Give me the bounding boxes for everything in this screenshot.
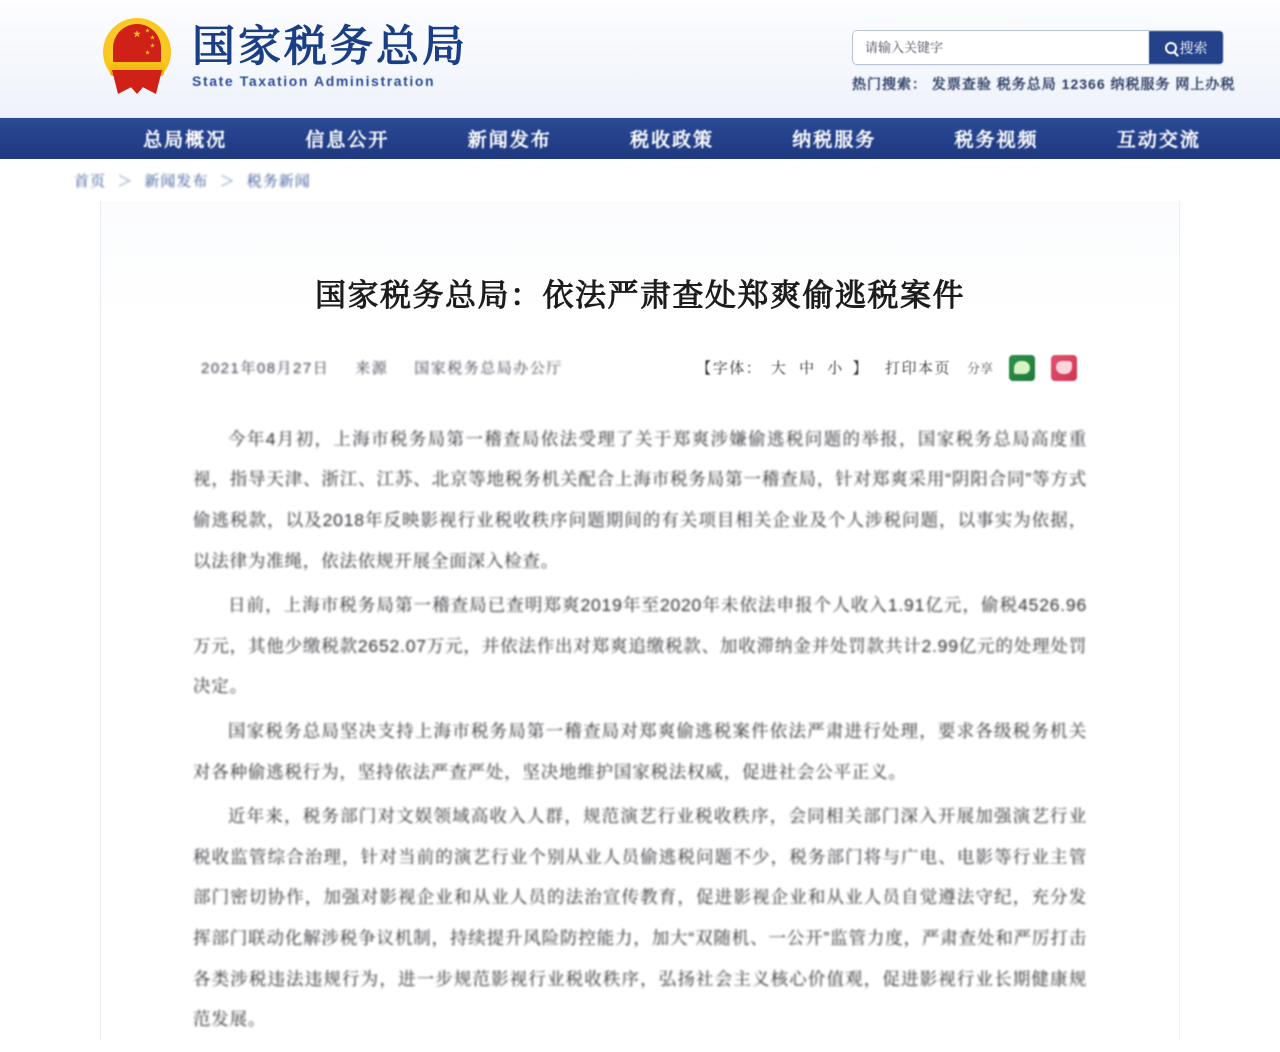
national-emblem-icon — [100, 14, 174, 96]
main-navigation — [0, 118, 1280, 159]
article-paragraph-3: 国家税务总局坚决支持上海市税务局第一稽查局对郑爽偷逃税案件依法严肃进行处理，要求各级税务机关对各种偷逃税行为，坚持依法严查严处，坚决地维护国家税法权威，促进社会公平正义。 — [193, 721, 1087, 782]
page-title: 国家税务总局：依法严肃查处郑爽偷逃税案件 — [315, 278, 965, 313]
breadcrumb-home[interactable]: 首页 — [74, 172, 107, 190]
article-paragraph-1: 今年4月初，上海市税务局第一稽查局依法受理了关于郑爽涉嫌偷逃税问题的举报，国家税务总局高度重视，指导天津、浙江、江苏、北京等地税务机关配合上海市税务局第一稽查局，针对郑爽采用“阴阳合同”等方式偷逃税款，以及2018年反映影视行业税收秩序问题期间的有关项目相关企业及个人涉税问题，以事实为依据，以法律为准绳，依法依规开展全面深入检查。 — [193, 428, 1087, 571]
font-size-control — [696, 357, 869, 378]
print-page-button[interactable]: 打印本页 — [884, 360, 951, 378]
search-zone — [852, 30, 1236, 94]
font-size-small[interactable]: 小 — [827, 360, 844, 378]
font-size-close: 】 — [852, 360, 869, 378]
share-label: 分享 — [966, 361, 993, 377]
quick-search-links[interactable]: 热门搜索： 发票查验 税务总局 12366 纳税服务 网上办税 — [852, 76, 1236, 92]
nav-item-xinwenfabu[interactable]: 新闻发布 — [467, 130, 552, 151]
font-size-large[interactable]: 大 — [770, 360, 788, 378]
nav-item-shuishouzhengce[interactable]: 税收政策 — [629, 130, 714, 151]
font-size-label: 【字体： — [696, 360, 763, 378]
breadcrumb-bar — [0, 159, 1280, 201]
font-size-medium[interactable]: 中 — [799, 360, 816, 378]
nav-item-xinxigongkai[interactable]: 信息公开 — [305, 130, 390, 151]
breadcrumb-level2[interactable]: 税务新闻 — [246, 172, 311, 190]
nav-item-zongjugaikuang[interactable]: 总局概况 — [143, 130, 228, 151]
brand-text — [192, 21, 468, 89]
brand-title-en: State Taxation Administration — [192, 73, 436, 90]
breadcrumb — [74, 170, 311, 191]
weibo-share-icon[interactable] — [1051, 355, 1077, 381]
nav-item-nashuifuwu[interactable]: 纳税服务 — [792, 130, 877, 151]
article-source: 国家税务总局办公厅 — [414, 360, 563, 378]
wechat-share-icon[interactable] — [1009, 355, 1035, 381]
search-button-label: 搜索 — [1179, 39, 1208, 56]
site-header — [0, 0, 1280, 118]
search-bar — [852, 30, 1224, 65]
site-logo[interactable] — [100, 14, 468, 96]
article-date: 2021年08月27日 — [201, 360, 330, 378]
article-meta-right — [696, 355, 1077, 381]
brand-title-cn: 国家税务总局 — [192, 22, 468, 71]
breadcrumb-separator-1: ＞ — [117, 172, 134, 190]
breadcrumb-separator-2: ＞ — [219, 172, 236, 190]
nav-item-shuiwushipin[interactable]: 税务视频 — [954, 130, 1039, 151]
nav-item-hudongjiaoliu[interactable]: 互动交流 — [1116, 130, 1201, 151]
article-meta-left — [201, 357, 563, 378]
search-input[interactable] — [853, 31, 1149, 64]
article-body — [187, 419, 1093, 1040]
article-container — [100, 201, 1180, 1040]
article-source-label: 来源 — [355, 360, 389, 378]
article-paragraph-2: 日前，上海市税务局第一稽查局已查明郑爽2019年至2020年未依法申报个人收入1.91亿元，偷税4526.96万元，其他少缴税款2652.07万元，并依法作出对郑爽追缴税款、加收滞纳金并处罚款共计2.99亿元的处理处罚决定。 — [193, 595, 1087, 697]
breadcrumb-level1[interactable]: 新闻发布 — [144, 172, 209, 190]
article-paragraph-4: 近年来，税务部门对文娱领域高收入人群，规范演艺行业税收秩序，会同相关部门深入开展加强演艺行业税收监管综合治理，针对当前的演艺行业个别从业人员偷逃税问题不少，税务部门将与广电、电影等行业主管部门密切协作，加强对影视企业和从业人员的法治宣传教育，促进影视企业和从业人员自觉遵法守纪，充分发挥部门联动化解涉税争议机制，持续提升风险防控能力，加大“双随机、一公开”监管力度，严肃查处和严厉打击各类涉税违法违规行为，进一步规范影视行业税收秩序，弘扬社会主义核心价值观，促进影视行业长期健康规范发展。 — [193, 806, 1087, 1030]
article-meta-row — [187, 353, 1093, 383]
search-icon — [1165, 42, 1177, 54]
search-button[interactable] — [1149, 31, 1223, 64]
